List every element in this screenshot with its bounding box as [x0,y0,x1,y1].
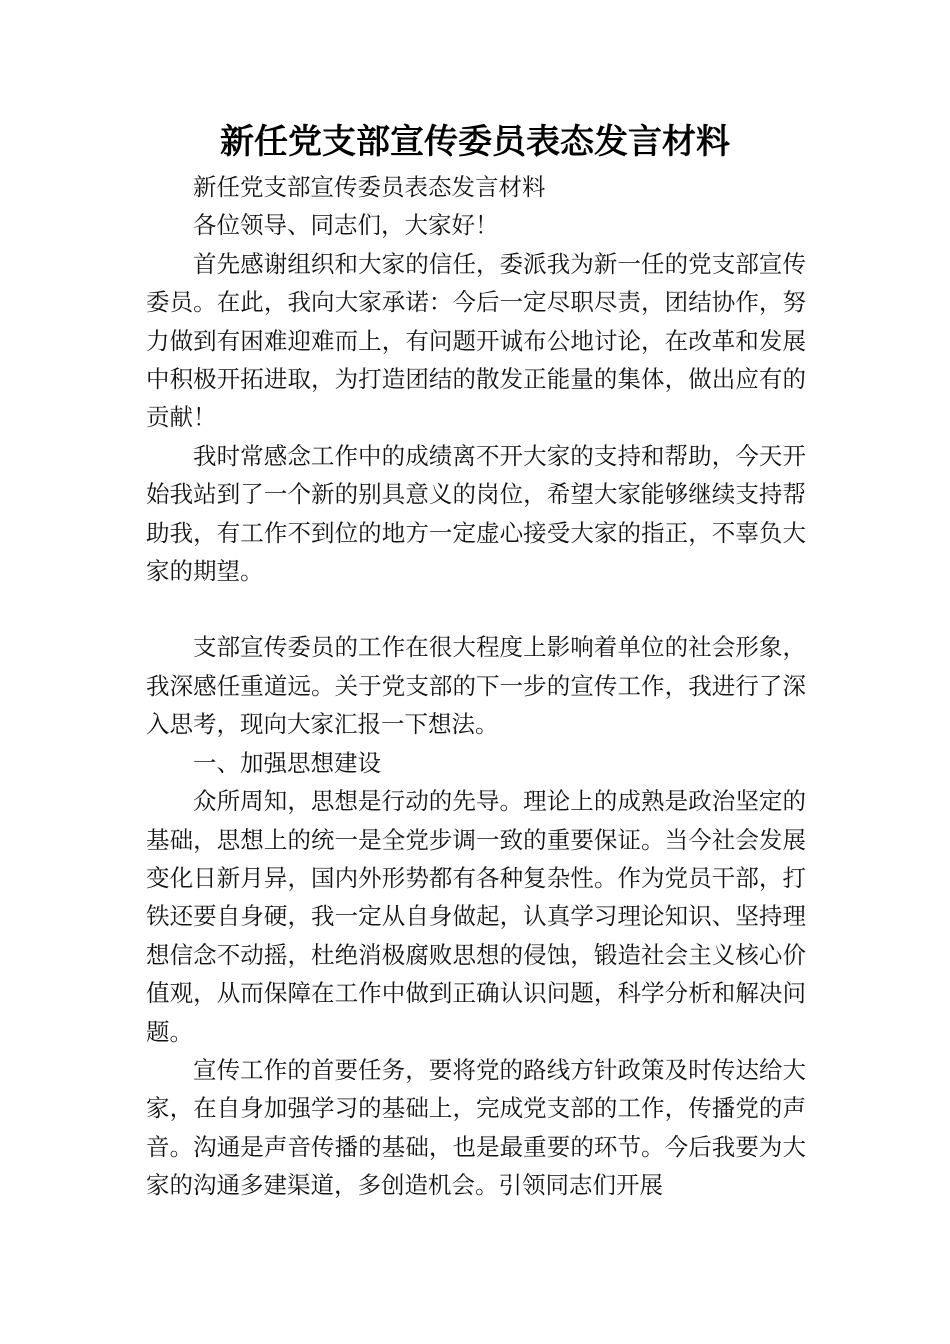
body-paragraph: 众所周知，思想是行动的先导。理论上的成熟是政治坚定的基础，思想上的统一是全党步调一致的重要保证。当今社会发展变化日新月异，国内外形势都有各种复杂性。作为党员干部，打铁还要自身硬，我一定从自身做起，认真学习理论知识、坚持理想信念不动摇，杜绝消极腐败思想的侵蚀，锻造社会主义核心价值观，从而保障在工作中做到正确认识问题，科学分析和解决问题。 [146,787,806,1046]
subtitle-paragraph: 新任党支部宣传委员表态发言材料 [193,173,546,201]
paragraph-gap [146,590,806,628]
body-paragraph: 支部宣传委员的工作在很大程度上影响着单位的社会形象，我深感任重道远。关于党支部的下一步的宣传工作，我进行了深入思考，现向大家汇报一下想法。 [146,633,806,739]
body-paragraph: 首先感谢组织和大家的信任，委派我为新一任的党支部宣传委员。在此，我向大家承诺：今后一定尽职尽责，团结协作，努力做到有困难迎难而上，有问题开诚布公地讨论，在改革和发展中积极开拓进取，为打造团结的散发正能量的集体，做出应有的贡献！ [146,249,806,432]
body-paragraph: 宣传工作的首要任务，要将党的路线方针政策及时传达给大家，在自身加强学习的基础上，完成党支部的工作，传播党的声音。沟通是声音传播的基础，也是最重要的环节。今后我要为大家的沟通多建渠道，多创造机会。引领同志们开展 [146,1055,806,1200]
section-heading: 一、加强思想建设 [193,748,381,777]
greeting-paragraph: 各位领导、同志们，大家好！ [193,211,499,240]
document-body [146,168,806,1205]
body-paragraph: 我时常感念工作中的成绩离不开大家的支持和帮助，今天开始我站到了一个新的别具意义的岗位，希望大家能够继续支持帮助我，有工作不到位的地方一定虚心接受大家的指正，不辜负大家的期望。 [146,441,806,586]
document-title: 新任党支部宣传委员表态发言材料 [220,122,730,162]
